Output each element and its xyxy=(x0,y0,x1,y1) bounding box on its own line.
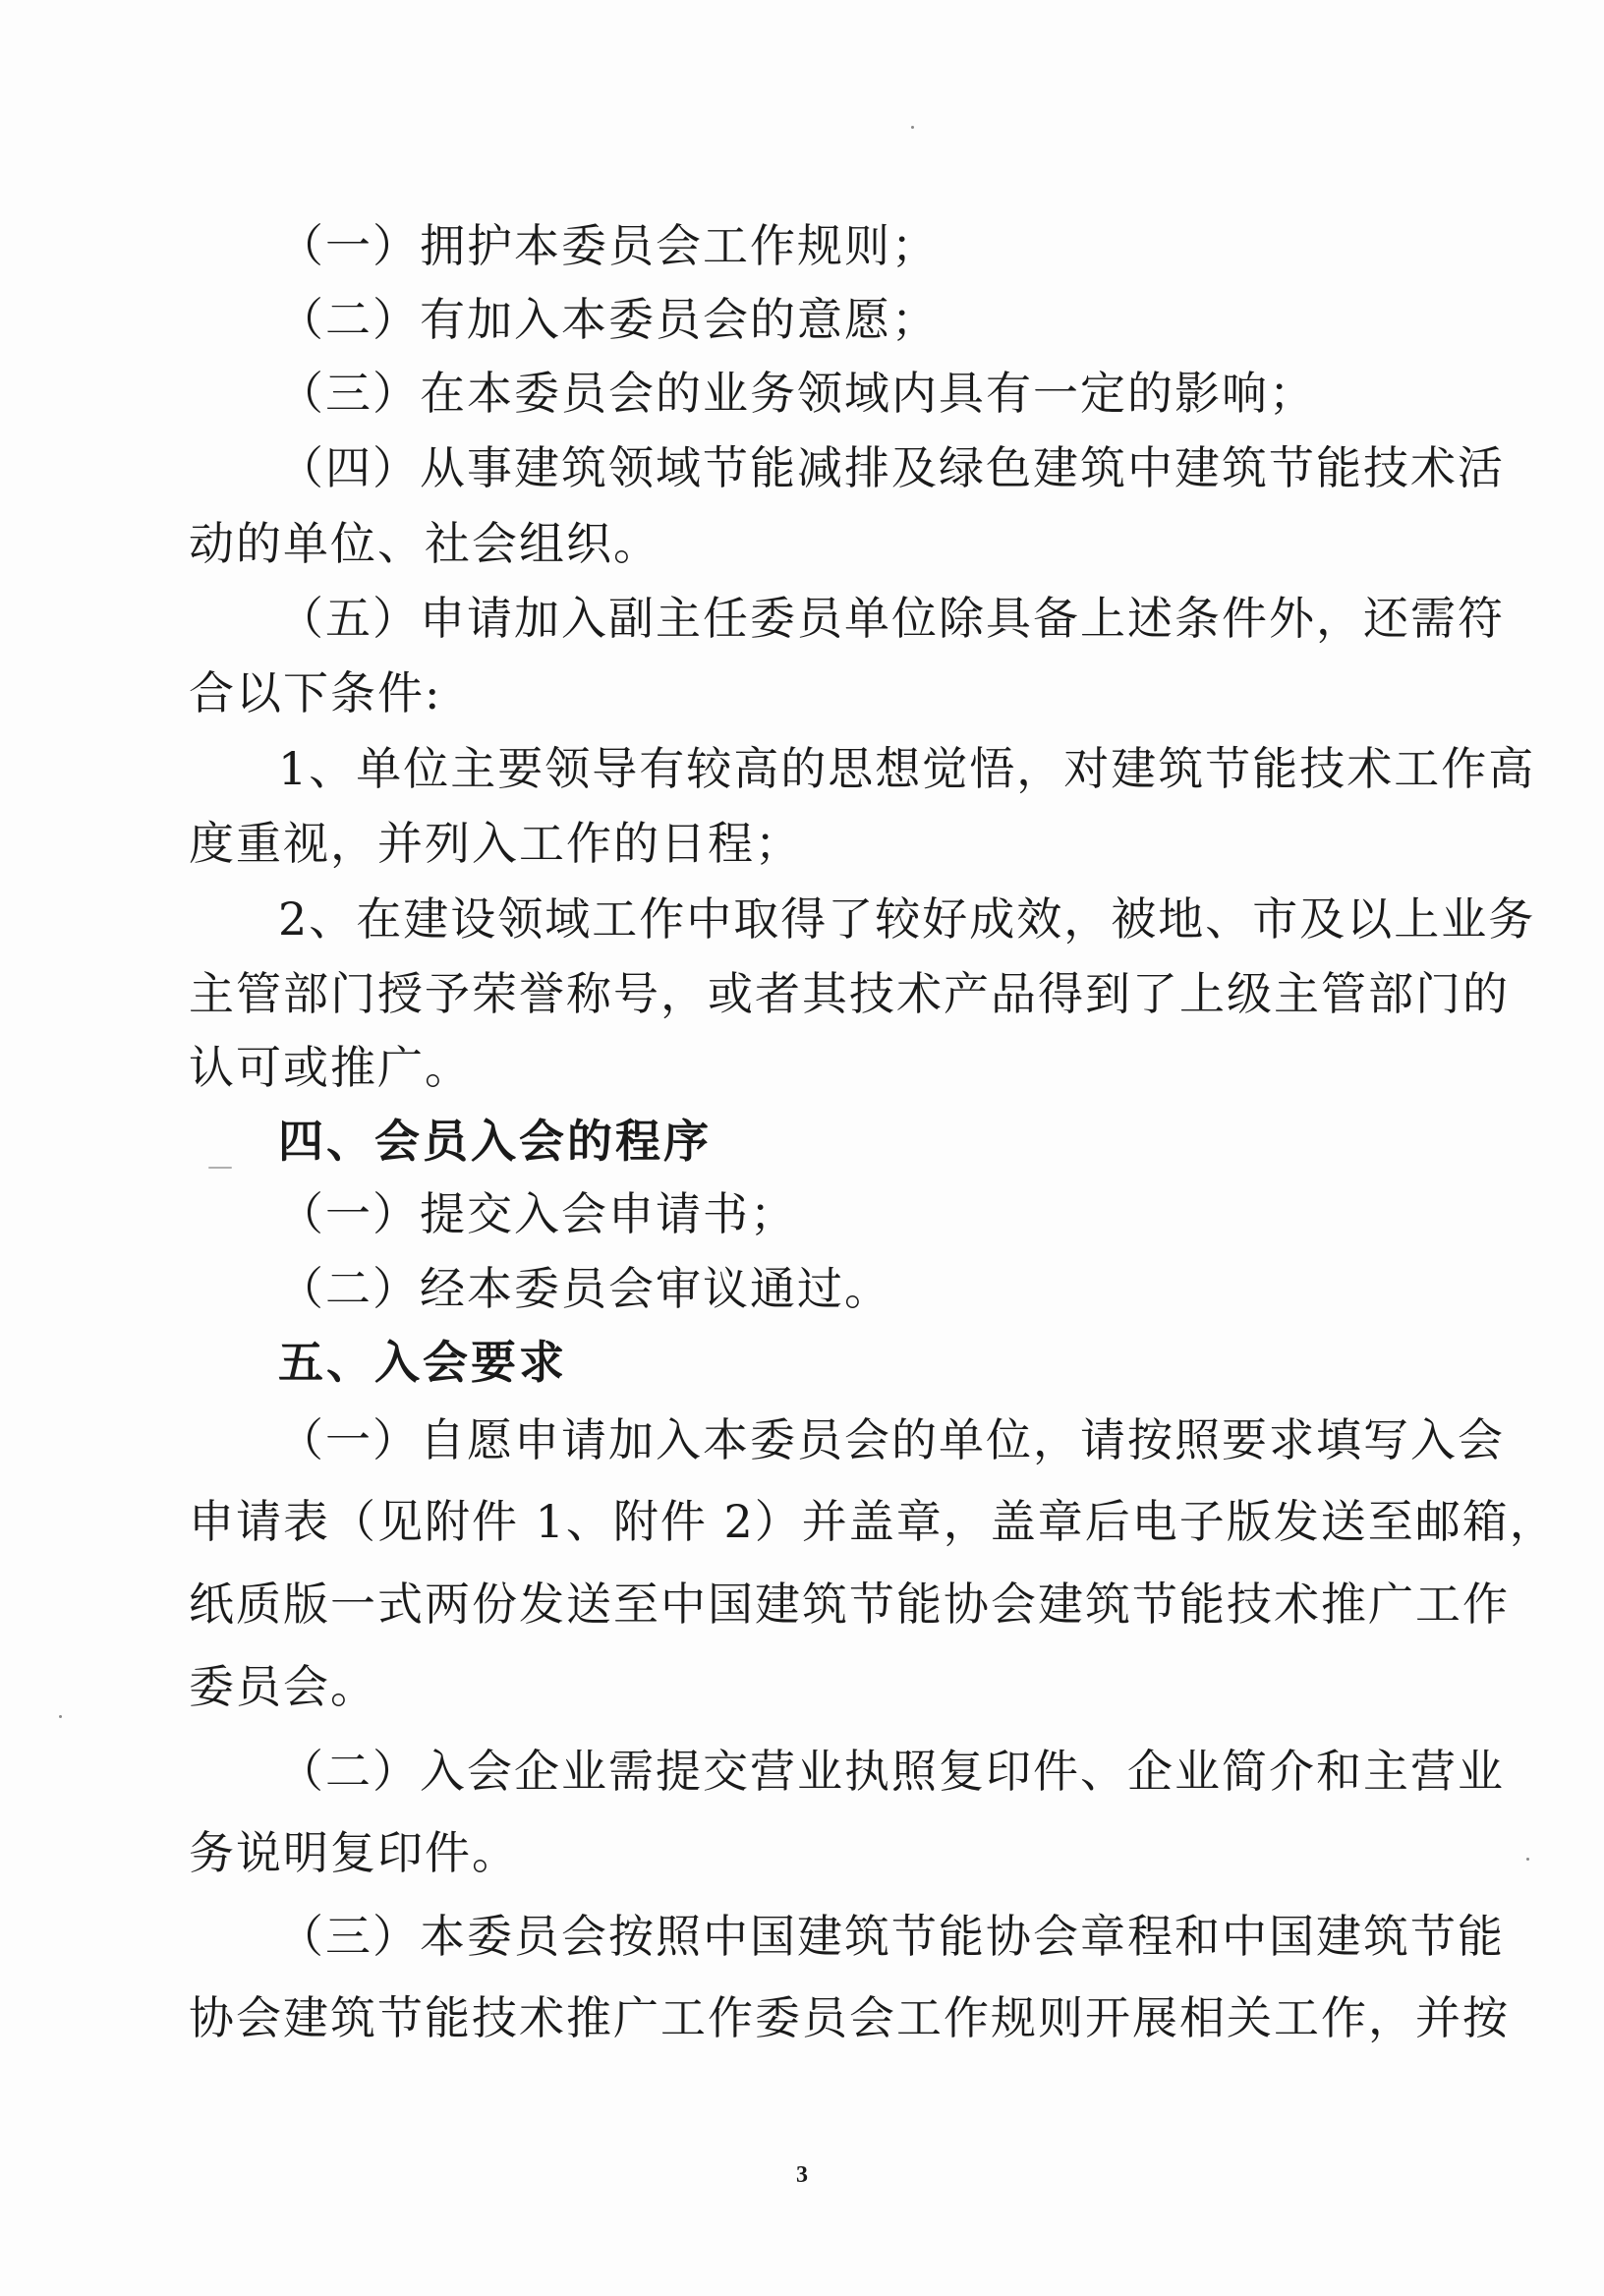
clause-5-1-cont-2: 纸质版一式两份发送至中国建筑节能协会建筑节能技术推广工作 xyxy=(189,1578,1510,1631)
clause-1-1: （一）拥护本委员会工作规则； xyxy=(278,219,939,272)
subclause-2-cont-2: 认可或推广。 xyxy=(189,1041,472,1094)
section-heading-5: 五、入会要求 xyxy=(278,1336,567,1389)
clause-4-2: （二）经本委员会审议通过。 xyxy=(278,1262,891,1315)
clause-1-3: （三）在本委员会的业务领域内具有一定的影响； xyxy=(278,367,1316,420)
clause-1-5: （五）申请加入副主任委员单位除具备上述条件外，还需符 xyxy=(278,592,1505,645)
clause-5-2-cont: 务说明复印件。 xyxy=(189,1826,519,1879)
clause-5-1: （一）自愿申请加入本委员会的单位，请按照要求填写入会 xyxy=(278,1413,1505,1466)
section-heading-4: 四、会员入会的程序 xyxy=(278,1115,712,1168)
subclause-1: 1、单位主要领导有较高的思想觉悟，对建筑节能技术工作高 xyxy=(278,742,1536,795)
subclause-1-cont: 度重视，并列入工作的日程； xyxy=(189,817,802,870)
page-number: 3 xyxy=(796,2162,808,2188)
scan-speck xyxy=(59,1715,62,1718)
clause-5-1-cont: 申请表（见附件 1、附件 2）并盖章，盖章后电子版发送至邮箱， xyxy=(189,1495,1557,1548)
clause-1-4-cont: 动的单位、社会组织。 xyxy=(189,517,660,570)
scan-speck xyxy=(208,1167,232,1169)
subclause-2: 2、在建设领域工作中取得了较好成效，被地、市及以上业务 xyxy=(278,892,1536,946)
scan-speck xyxy=(911,126,914,129)
clause-1-4: （四）从事建筑领域节能减排及绿色建筑中建筑节能技术活 xyxy=(278,441,1505,494)
clause-5-1-cont-3: 委员会。 xyxy=(189,1660,377,1713)
subclause-2-cont: 主管部门授予荣誉称号，或者其技术产品得到了上级主管部门的 xyxy=(189,967,1510,1020)
clause-4-1: （一）提交入会申请书； xyxy=(278,1187,797,1240)
clause-5-3-cont: 协会建筑节能技术推广工作委员会工作规则开展相关工作，并按 xyxy=(189,1991,1510,2044)
clause-1-2: （二）有加入本委员会的意愿； xyxy=(278,293,939,346)
clause-1-5-cont: 合以下条件: xyxy=(189,666,442,719)
scan-speck xyxy=(1526,1858,1529,1861)
clause-5-3: （三）本委员会按照中国建筑节能协会章程和中国建筑节能 xyxy=(278,1910,1505,1963)
clause-5-2: （二）入会企业需提交营业执照复印件、企业简介和主营业 xyxy=(278,1745,1505,1798)
